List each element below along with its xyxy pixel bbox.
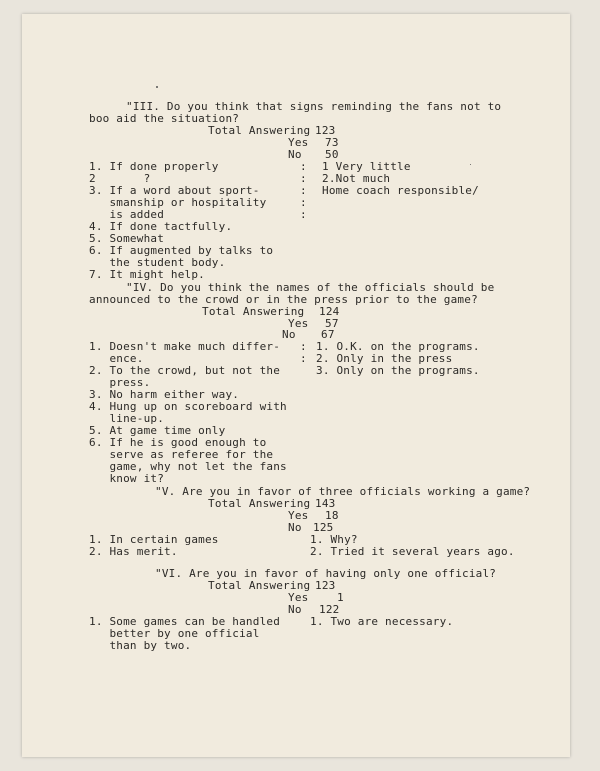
column-separator: : [300,340,307,353]
q3-no-value: 50 [325,148,339,161]
list-item: 1. Doesn't make much differ- [89,340,281,353]
q6-total-label: Total Answering [208,579,311,592]
q4-yes-value: 57 [325,317,339,330]
q5-question: "V. Are you in favor of three officials working a game? [155,485,531,498]
document-page [22,14,570,757]
column-separator: : [300,160,307,173]
column-separator: : [300,172,307,185]
q4-total-label: Total Answering [202,305,305,318]
q6-no-label: No [288,603,302,616]
q6-yes-label: Yes [288,591,309,604]
q3-question-line1: "III. Do you think that signs reminding the fans not to [126,100,502,113]
q5-yes-label: Yes [288,509,309,522]
list-item: 5. At game time only [89,424,226,437]
column-separator: : [300,208,307,221]
list-item: 6. If augmented by talks to [89,244,274,257]
list-item: know it? [89,472,165,485]
list-item: 1. Why? [310,533,358,546]
q4-question-line1: "IV. Do you think the names of the officials should be [126,281,495,294]
list-item: ence. [89,352,144,365]
q4-no-value: 67 [321,328,335,341]
q3-total-label: Total Answering [208,124,311,137]
list-item: 4. If done tactfully. [89,220,233,233]
list-item: Home coach responsible/ [322,184,479,197]
column-separator: : [300,352,307,365]
q5-no-label: No [288,521,302,534]
column-separator: : [300,196,307,209]
stray-mark [156,86,158,88]
list-item: 1 Very little [322,160,411,173]
list-item: 5. Somewhat [89,232,165,245]
list-item: better by one official [89,627,260,640]
q5-no-value: 125 [313,521,334,534]
list-item: 2. Tried it several years ago. [310,545,515,558]
list-item: 1. If done properly [89,160,219,173]
list-item: 2.Not much [322,172,391,185]
q3-yes-label: Yes [288,136,309,149]
list-item: game, why not let the fans [89,460,287,473]
list-item: smanship or hospitality [89,196,267,209]
list-item: 3. No harm either way. [89,388,240,401]
list-item: 4. Hung up on scoreboard with [89,400,287,413]
q5-yes-value: 18 [325,509,339,522]
list-item: 1. Some games can be handled [89,615,281,628]
q3-no-label: No [288,148,302,161]
list-item: serve as referee for the [89,448,274,461]
list-item: is added [89,208,165,221]
list-item: line-up. [89,412,165,425]
list-item: 2. Has merit. [89,545,178,558]
q3-total-value: 123 [315,124,336,137]
list-item: 3. Only on the programs. [316,364,480,377]
q6-question: "VI. Are you in favor of having only one official? [155,567,497,580]
list-item: 1. O.K. on the programs. [316,340,480,353]
list-item: press. [89,376,151,389]
q6-total-value: 123 [315,579,336,592]
q5-total-label: Total Answering [208,497,311,510]
list-item: 1. Two are necessary. [310,615,454,628]
list-item: than by two. [89,639,192,652]
stray-mark [470,164,471,165]
list-item: the student body. [89,256,226,269]
q4-question-line2: announced to the crowd or in the press prior to the game? [89,293,478,306]
list-item: 2. To the crowd, but not the [89,364,281,377]
list-item: 7. It might help. [89,268,205,281]
list-item: 2 ? [89,172,151,185]
list-item: 6. If he is good enough to [89,436,267,449]
q6-no-value: 122 [319,603,340,616]
q3-question-line2: boo aid the situation? [89,112,240,125]
q4-yes-label: Yes [288,317,309,330]
column-separator: : [300,184,307,197]
q4-total-value: 124 [319,305,340,318]
list-item: 1. In certain games [89,533,219,546]
list-item: 3. If a word about sport- [89,184,260,197]
q6-yes-value: 1 [337,591,344,604]
list-item: 2. Only in the press [316,352,453,365]
q3-yes-value: 73 [325,136,339,149]
q5-total-value: 143 [315,497,336,510]
q4-no-label: No [282,328,296,341]
